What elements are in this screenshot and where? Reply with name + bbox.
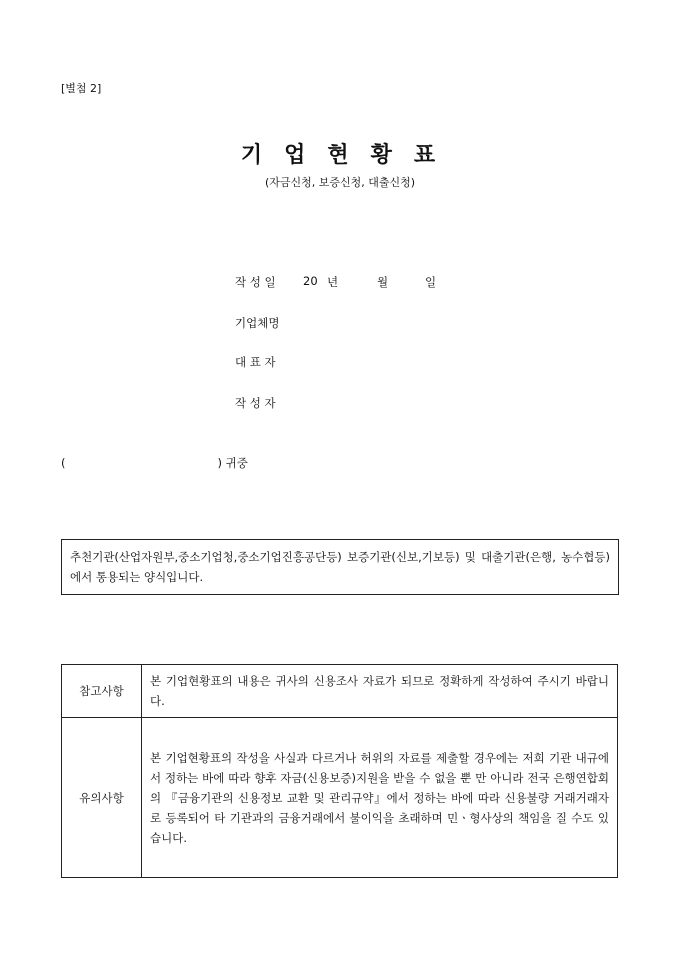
info-table (61, 664, 618, 878)
caution-text: 본 기업현황표의 작성을 사실과 다르거나 허위의 자료를 제출할 경우에는 저희 기관 내규에서 정하는 바에 따라 향후 자금(신용보증)지원을 받을 수 없을 뿐 만 아니라 전국 은행연합회의 『금융기관의 신용정보 교환 및 관리규약』에서 정하는 바에 따라 신용불량 거래거래자로 등록되어 타 기관과의 금융거래에서 불이익을 초래하며 민ㆍ형사상의 책임을 질 수도 있습니다. (142, 718, 618, 878)
representative-label: 대 표 자 (235, 355, 276, 369)
table-row (62, 718, 618, 878)
recipient-close-text: ) 귀중 (217, 456, 248, 470)
recipient-line (61, 455, 248, 471)
caution-header: 유의사항 (62, 718, 142, 878)
day-unit: 일 (425, 275, 437, 289)
reference-text: 본 기업현황표의 내용은 귀사의 신용조사 자료가 되므로 정확하게 작성하여 주시기 바랍니다. (142, 665, 618, 718)
company-name-label: 기업체명 (235, 316, 280, 330)
document-subtitle: (자금신청, 보증신청, 대출신청) (264, 176, 416, 189)
reference-header: 참고사항 (62, 665, 142, 718)
usage-notice-text: 추천기관(산업자원부,중소기업청,중소기업진흥공단등) 보증기관(신보,기보등) 및 대출기관(은행, 농수협등)에서 통용되는 양식입니다. (70, 550, 610, 584)
attachment-label: [별첨 2] (61, 82, 102, 95)
date-row (235, 274, 436, 290)
usage-notice-box (61, 539, 619, 595)
date-label: 작 성 일 (235, 275, 276, 289)
year-prefix: 20 (303, 274, 318, 288)
recipient-open-paren: ( (61, 456, 66, 470)
author-label: 작 성 자 (235, 396, 276, 410)
year-unit: 년 (327, 275, 339, 289)
table-row (62, 665, 618, 718)
document-title: 기업현황표 (240, 142, 458, 168)
month-unit: 월 (377, 275, 389, 289)
